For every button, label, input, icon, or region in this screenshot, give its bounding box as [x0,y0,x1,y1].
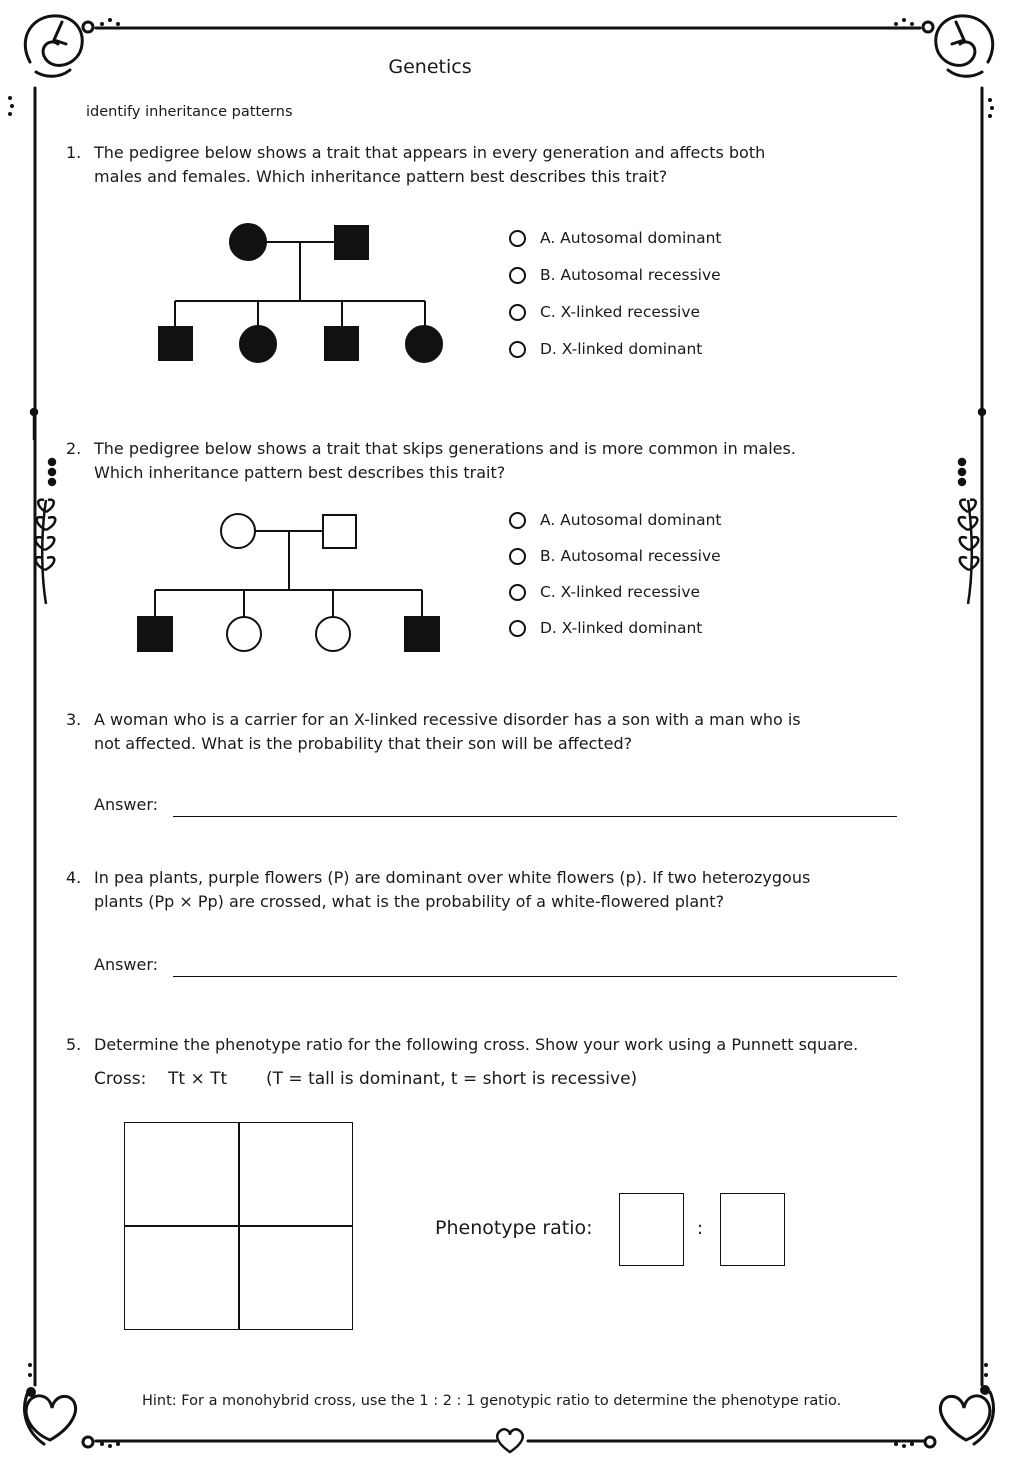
question-number: 4. [66,868,82,887]
question-number: 5. [66,1035,82,1054]
cross-note: (T = tall is dominant, t = short is recessive) [266,1069,638,1089]
option-d[interactable] [509,338,722,360]
corner-swirl-icon [923,16,993,76]
answer-line-q4[interactable] [173,976,897,977]
question-number: 3. [66,710,82,729]
option-b[interactable] [509,545,722,567]
option-label: B. Autosomal recessive [540,547,721,565]
question-5 [66,1033,926,1059]
radio-circle[interactable] [509,267,526,284]
page-title: Genetics [388,56,472,78]
question-number: 2. [66,439,82,458]
question-number: 1. [66,143,82,162]
question-text [94,1033,858,1057]
question-text-line: not affected. What is the probability that their son will be affected? [94,734,633,753]
answer-line-q3[interactable] [173,816,897,817]
radio-circle[interactable] [509,230,526,247]
question-3 [66,708,906,758]
affected-male-symbol [335,226,368,259]
cross-label: Cross: [94,1069,147,1089]
unaffected-female-symbol [221,514,255,548]
radio-circle[interactable] [509,584,526,601]
page-subtitle: identify inheritance patterns [86,104,293,120]
punnett-cell[interactable] [238,1225,353,1330]
radio-circle[interactable] [509,620,526,637]
option-label: D. X-linked dominant [540,619,703,637]
question-text-line: The pedigree below shows a trait that appears in every generation and affects both [94,143,766,162]
question-text-line: Determine the phenotype ratio for the following cross. Show your work using a Punnett square. [94,1035,859,1054]
option-a[interactable] [509,227,722,249]
punnett-square [124,1122,353,1330]
question-text-line: Which inheritance pattern best describes this trait? [94,463,506,482]
unaffected-female-symbol [227,617,261,651]
option-label: A. Autosomal dominant [540,511,722,529]
affected-female-symbol [230,224,266,260]
affected-male-symbol [138,617,172,651]
option-c[interactable] [509,581,722,603]
options-group-2 [509,509,722,639]
radio-circle[interactable] [509,304,526,321]
question-text-line: The pedigree below shows a trait that skips generations and is more common in males. [94,439,796,458]
option-label: D. X-linked dominant [540,340,703,358]
question-text [94,141,765,189]
punnett-cell[interactable] [124,1225,240,1330]
affected-male-symbol [325,327,358,360]
options-group-1 [509,227,722,360]
option-label: A. Autosomal dominant [540,229,722,247]
punnett-cell[interactable] [238,1122,353,1227]
cross-value: Tt × Tt [168,1069,228,1089]
option-label: C. X-linked recessive [540,583,701,601]
option-label: B. Autosomal recessive [540,266,721,284]
question-text-line: males and females. Which inheritance pattern best describes this trait? [94,167,668,186]
heart-icon [925,1392,993,1447]
option-label: C. X-linked recessive [540,303,701,321]
radio-circle[interactable] [509,512,526,529]
answer-label: Answer: [94,795,159,814]
affected-female-symbol [240,326,276,362]
option-d[interactable] [509,617,722,639]
unaffected-male-symbol [323,515,356,548]
answer-label: Answer: [94,955,159,974]
heart-icon [497,1429,523,1452]
pedigree-chart-2 [130,505,450,665]
option-c[interactable] [509,301,722,323]
affected-male-symbol [159,327,192,360]
radio-circle[interactable] [509,341,526,358]
question-1 [66,141,906,191]
option-b[interactable] [509,264,722,286]
punnett-cell[interactable] [124,1122,240,1227]
question-2 [66,437,906,487]
question-text-line: plants (Pp × Pp) are crossed, what is the probability of a white-flowered plant? [94,892,725,911]
question-text-line: A woman who is a carrier for an X-linked recessive disorder has a son with a man who is [94,710,801,729]
option-a[interactable] [509,509,722,531]
question-text [94,866,810,914]
radio-circle[interactable] [509,548,526,565]
ratio-box-left[interactable] [619,1193,684,1266]
affected-female-symbol [406,326,442,362]
heart-icon [25,1392,93,1447]
hint-text: Hint: For a monohybrid cross, use the 1 : 2 : 1 genotypic ratio to determine the phenotype ratio. [142,1393,842,1409]
question-text [94,437,796,485]
pedigree-chart-1 [150,215,460,375]
question-4 [66,866,906,916]
unaffected-female-symbol [316,617,350,651]
question-text-line: In pea plants, purple flowers (P) are dominant over white flowers (p). If two heterozygous [94,868,811,887]
phenotype-ratio-label: Phenotype ratio: [435,1217,593,1239]
affected-male-symbol [405,617,439,651]
ratio-separator: : [697,1218,704,1239]
ratio-box-right[interactable] [720,1193,785,1266]
question-text [94,708,801,756]
